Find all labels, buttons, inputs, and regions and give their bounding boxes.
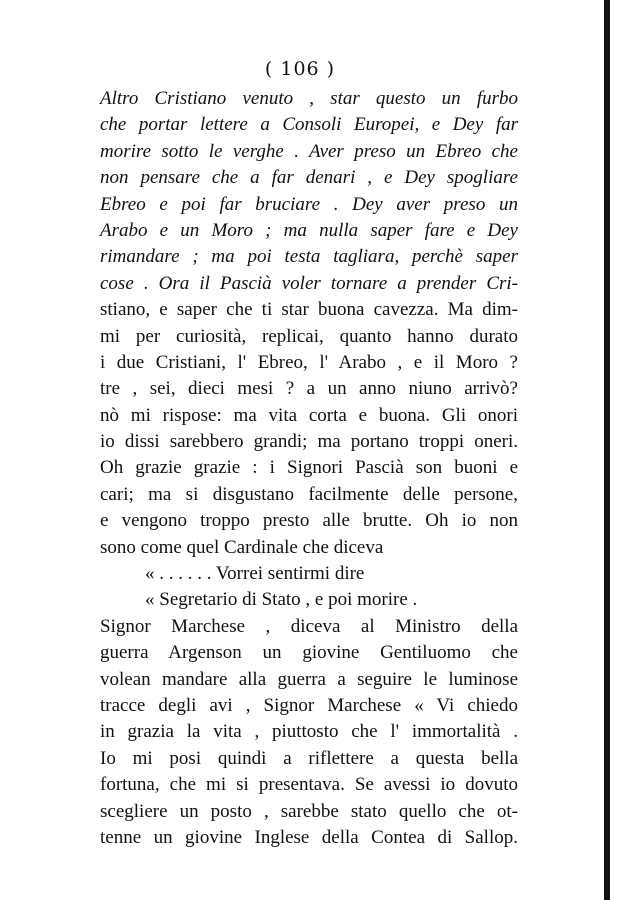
- text-line: e vengono troppo presto alle brutte. Oh io non: [100, 510, 518, 532]
- text-line: Arabo e un Moro ; ma nulla saper fare e Dey: [100, 219, 518, 241]
- text-line: scegliere un posto , sarebbe stato quello che ot-: [100, 800, 518, 822]
- text-line: morire sotto le verghe . Aver preso un Ebreo che: [100, 140, 518, 162]
- text-line: Signor Marchese , diceva al Ministro della: [100, 615, 518, 637]
- text-line: fortuna, che mi si presentava. Se avessi io dovuto: [100, 774, 518, 796]
- text-line: sono come quel Cardinale che diceva: [100, 536, 384, 558]
- text-line: nò mi rispose: ma vita corta e buona. Gli onori: [100, 404, 518, 426]
- body-text: [100, 86, 518, 851]
- text-line: cose . Ora il Pascià voler tornare a prender Cri-: [100, 272, 518, 294]
- page-binding-edge: [604, 0, 610, 900]
- text-line: tre , sei, dieci mesi ? a un anno niuno arrivò?: [100, 378, 518, 400]
- text-line: cari; ma si disgustano facilmente delle persone,: [100, 483, 518, 505]
- text-line: tenne un giovine Inglese della Contea di Sallop.: [100, 826, 518, 848]
- text-line: che portar lettere a Consoli Europei, e Dey far: [100, 114, 518, 136]
- text-line: Ebreo e poi far bruciare . Dey aver preso un: [100, 193, 518, 215]
- verse-line: « . . . . . . Vorrei sentirmi dire: [145, 563, 365, 585]
- verse-line: « Segretario di Stato , e poi morire .: [145, 589, 418, 611]
- text-line: Altro Cristiano venuto , star questo un furbo: [100, 88, 518, 109]
- text-line: mi per curiosità, replicai, quanto hanno durato: [100, 325, 518, 347]
- text-line: Oh grazie grazie : i Signori Pascià son buoni e: [100, 457, 518, 479]
- text-line: rimandare ; ma poi testa tagliara, perchè saper: [100, 246, 518, 268]
- text-line: stiano, e saper che ti star buona cavezza. Ma dim-: [100, 299, 518, 321]
- text-line: non pensare che a far denari , e Dey spogliare: [100, 167, 518, 189]
- text-line: Io mi posi quindi a riflettere a questa bella: [100, 747, 518, 769]
- text-line: volean mandare alla guerra a seguire le luminose: [100, 668, 518, 690]
- text-line: in grazia la vita , piuttosto che l' immortalità .: [100, 721, 518, 743]
- text-line: i due Cristiani, l' Ebreo, l' Arabo , e il Moro ?: [100, 351, 518, 373]
- text-line: guerra Argenson un giovine Gentiluomo che: [100, 642, 518, 664]
- text-line: io dissi sarebbero grandi; ma portano troppi oneri.: [100, 431, 518, 453]
- page-number: ( 106 ): [264, 58, 336, 80]
- text-line: tracce degli avi , Signor Marchese « Vi chiedo: [100, 694, 518, 716]
